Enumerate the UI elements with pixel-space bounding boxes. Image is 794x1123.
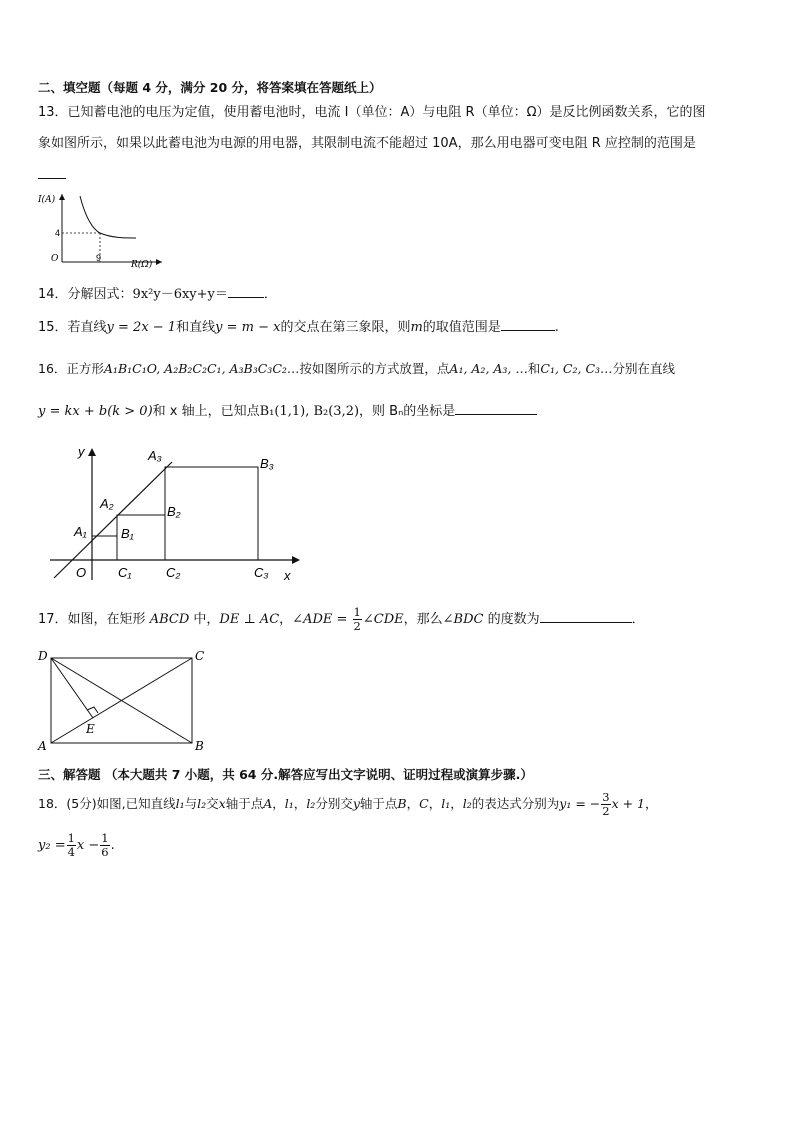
q16-square-1 xyxy=(92,536,117,560)
q18-l1c: l₁ xyxy=(441,796,451,811)
q18-cross: 交 xyxy=(206,796,219,811)
q16-y-label: y xyxy=(78,444,85,459)
q17-half-fraction xyxy=(353,606,362,633)
q18-l2: l₂ xyxy=(197,796,207,811)
q18-y2: y₂ = xyxy=(38,838,66,853)
q17-label-d: D xyxy=(38,649,48,663)
q17-rect: ABCD xyxy=(149,612,190,627)
q15-line2: y = m − x xyxy=(215,320,281,335)
q15-line1: y = 2x − 1 xyxy=(106,320,177,335)
q14-answer-blank xyxy=(228,283,264,298)
q15-answer-blank xyxy=(501,316,555,331)
q18-x: x xyxy=(218,796,226,811)
q16-points-a: A₁, A₂, A₃, … xyxy=(449,361,528,376)
q18-y1: y₁ = − xyxy=(559,796,601,811)
q16-mid: 按如图所示的方式放置，点 xyxy=(299,361,450,376)
q17-angle2: ∠CDE xyxy=(362,612,404,627)
q17-segment-de xyxy=(51,658,93,718)
q15 xyxy=(38,316,559,337)
q18-axis-bc: 轴于点 xyxy=(359,796,398,811)
q18-y2-den2: 6 xyxy=(101,845,109,859)
q16-prefix: 16．正方形 xyxy=(38,361,104,376)
section-2-title: 二、填空题（每题 4 分，满分 20 分，将答案填在答题纸上） xyxy=(38,80,382,95)
q17 xyxy=(38,600,645,634)
q18-y1-den: 2 xyxy=(602,804,610,818)
q13-line-2: 象如图所示，如果以此蓄电池为电源的用电器，其限制电流不能超过 10A，那么用电器可变电阻 R 应控制的范围是 xyxy=(38,136,696,151)
q16-tail3: ，则 Bₙ的坐标是 xyxy=(359,404,456,419)
q14-prefix: 14．分解因式： xyxy=(38,287,133,302)
q13-answer-blank xyxy=(38,178,66,179)
q18-y2-num: 1 xyxy=(67,831,75,845)
q16-b1: B₁ xyxy=(121,526,134,541)
q18-text1: 18．(5分)如图,已知直线 xyxy=(38,796,176,811)
q16-b2: B₂ xyxy=(167,504,181,519)
q16-a2: A₂ xyxy=(100,496,114,511)
q18-y2-num2: 1 xyxy=(101,831,109,845)
q13-curve xyxy=(80,196,136,238)
q18-sep1: ， xyxy=(272,796,285,811)
q16-c2: C₂ xyxy=(166,565,181,580)
q18-point-b: B xyxy=(397,796,407,811)
q18-point-a: A xyxy=(263,796,273,811)
q16-x-arrow xyxy=(292,556,300,564)
q17-prefix: 17．如图，在矩形 xyxy=(38,612,146,627)
q18-y1-fraction xyxy=(601,791,610,818)
q17-in: 中， xyxy=(193,612,220,627)
q18-exprs: 的表达式分别为 xyxy=(471,796,560,811)
q17-rectangle-figure xyxy=(36,646,216,754)
q13-line-1: 13．已知蓄电池的电压为定值，使用蓄电池时，电流 I（单位：A）与电阻 R（单位：Ω）是反比例函数关系，它的图 xyxy=(38,105,706,120)
q18-y2-den: 4 xyxy=(67,845,75,859)
q16-answer-blank xyxy=(455,400,537,415)
q18-y1-tail: x + 1 xyxy=(611,796,646,811)
q15-text: 的交点在第三象限，则 xyxy=(280,320,411,335)
q16-squares-figure xyxy=(44,440,304,588)
q17-label-b: B xyxy=(195,739,204,753)
q18-axis-a: 轴于点 xyxy=(225,796,264,811)
q17-tail: 的度数为 xyxy=(487,612,540,627)
q17-angle3: ∠BDC xyxy=(442,612,484,627)
q15-suffix: . xyxy=(554,320,559,335)
q13-y-label: I(A) xyxy=(38,195,56,205)
q17-frac-den: 2 xyxy=(353,619,361,633)
q16-and: 和 xyxy=(527,361,541,376)
q16-known: B₁(1,1), B₂(3,2) xyxy=(259,404,360,419)
q15-mid: 和直线 xyxy=(176,320,216,335)
q13-x-label: R(Ω) xyxy=(131,260,153,270)
q15-tail: 的取值范围是 xyxy=(422,320,501,335)
q18-y1-num: 3 xyxy=(602,790,610,804)
q16-line-eq: y = kx + b(k > 0) xyxy=(38,404,153,419)
q18-sep5: ， xyxy=(450,796,463,811)
q16-tail2: 和 x 轴上，已知点 xyxy=(152,404,260,419)
q16-a3: A₃ xyxy=(148,448,162,463)
q14 xyxy=(38,283,277,304)
q13-y-tick: 4 xyxy=(55,228,61,238)
q17-frac-num: 1 xyxy=(353,605,361,619)
q16-line-2 xyxy=(38,400,537,421)
q18-period: . xyxy=(110,838,115,853)
q17-label-e: E xyxy=(86,722,95,736)
q18-l1b: l₁ xyxy=(284,796,294,811)
q18-sep4: ， xyxy=(428,796,442,811)
q17-suffix: ． xyxy=(631,612,645,627)
q16-a1: A₁ xyxy=(74,524,87,539)
q17-label-a: A xyxy=(38,739,47,753)
q16-points-c: C₁, C₂, C₃… xyxy=(540,361,613,376)
q13-x-arrow xyxy=(156,259,162,265)
q15-num: 15．若直线 xyxy=(38,320,107,335)
q17-label-c: C xyxy=(195,649,205,663)
q18-with: 与 xyxy=(184,796,198,811)
q18-cross-y: 分别交 xyxy=(315,796,353,811)
q16-c1: C₁ xyxy=(118,565,132,580)
q14-expr: 9x²y－6xy+y＝ xyxy=(132,287,228,302)
q14-suffix: ． xyxy=(263,287,277,302)
q15-var: m xyxy=(410,320,423,335)
q18-l2c: l₂ xyxy=(462,796,472,811)
q18-y2-fraction-1 xyxy=(67,832,76,859)
q16-line-1 xyxy=(38,360,675,378)
q16-x-label: x xyxy=(284,568,291,583)
section-3-title: 三、解答题 （本大题共 7 小题，共 64 分.解答应写出文字说明、证明过程或演算步骤.） xyxy=(38,767,533,782)
q18-sep3: ， xyxy=(406,796,420,811)
q18-point-c: C xyxy=(419,796,429,811)
q16-c3: C₃ xyxy=(254,565,269,580)
q18-y: y xyxy=(352,796,360,811)
q16-y-arrow xyxy=(88,448,96,456)
q18-y2-mid: x − xyxy=(76,838,100,853)
q16-squares: A₁B₁C₁O, A₂B₂C₂C₁, A₃B₃C₃C₂… xyxy=(103,361,300,376)
q17-perp: DE ⊥ AC xyxy=(219,612,280,627)
q17-answer-blank xyxy=(540,600,632,623)
q18-comma-end: ， xyxy=(645,796,658,811)
q18-y2-fraction-2 xyxy=(100,832,109,859)
q17-comma: ， xyxy=(279,612,293,627)
q16-tail1: 分别在直线 xyxy=(612,361,676,376)
q18-sep2: ， xyxy=(293,796,307,811)
q17-angle1: ∠ADE = xyxy=(292,612,348,627)
q13-inverse-function-graph xyxy=(36,190,166,270)
q16-origin: O xyxy=(76,565,87,580)
q16-b3: B₃ xyxy=(260,456,274,471)
q13-origin: O xyxy=(51,254,59,264)
q13-y-arrow xyxy=(59,194,65,200)
q18-l2b: l₂ xyxy=(306,796,316,811)
q17-then: ，那么 xyxy=(403,612,443,627)
q18-l1: l₁ xyxy=(175,796,185,811)
q18-line-1 xyxy=(38,786,658,822)
q13-x-tick: 9 xyxy=(96,253,102,263)
q18-line-2 xyxy=(38,828,115,864)
